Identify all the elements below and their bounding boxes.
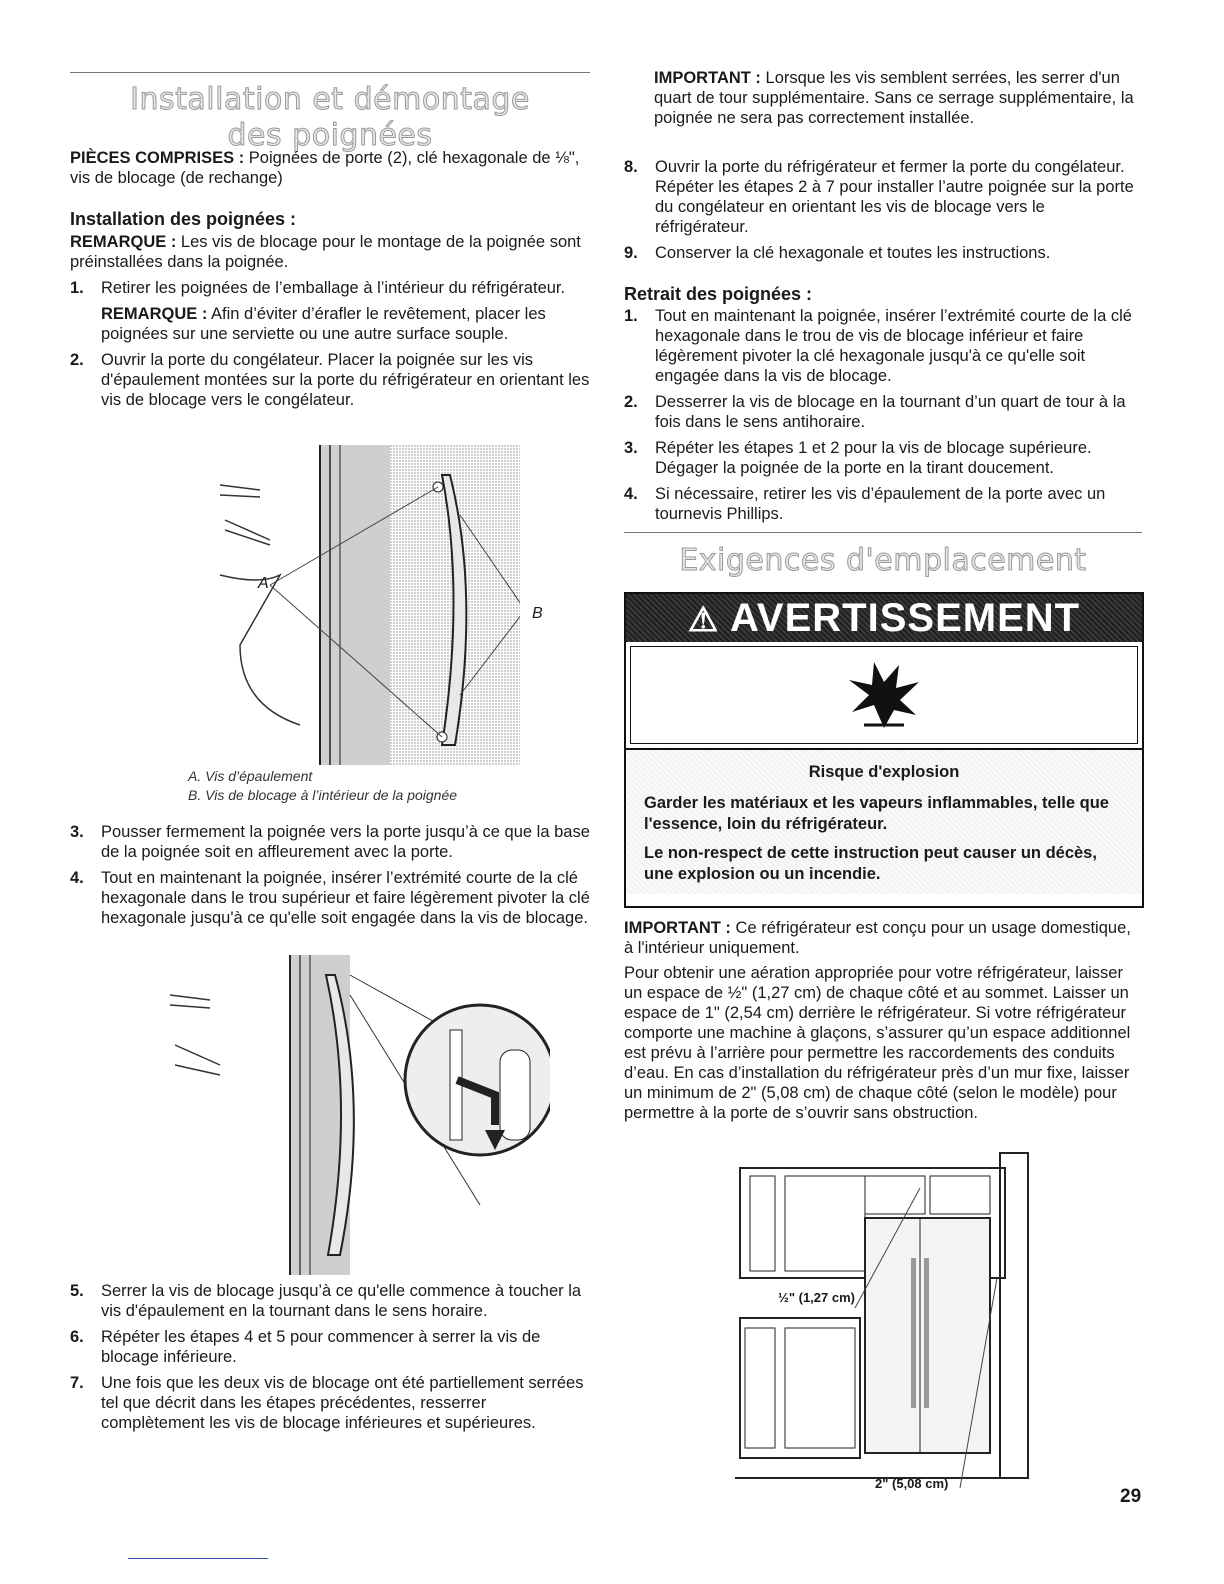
list-item: 9. Conserver la clé hexagonale et toutes les instructions. — [624, 244, 1051, 262]
page-number: 29 — [1120, 1486, 1142, 1507]
section-title-location: Exigences d'emplacement — [679, 543, 1087, 578]
list-item: 2. Ouvrir la porte du congélateur. Placer la poignée sur les vis d'épaulement montées sur la porte du réfrigérateur en orientant les vis de blocage vers le congélateur. — [70, 351, 590, 409]
hex-key-illustration — [150, 955, 550, 1275]
pieces-paragraph: PIÈCES COMPRISES : Poignées de porte (2), clé hexagonale de ⅛", vis de blocage (de rechange) — [70, 149, 580, 187]
warning-icon-panel — [630, 646, 1138, 744]
pieces-label: PIÈCES COMPRISES : — [70, 149, 245, 167]
dimension-label-two-inch: 2" (5,08 cm) — [875, 1476, 949, 1491]
list-item: 3. Pousser fermement la poignée vers la porte jusqu’à ce que la base de la poignée soit en affleurement avec la porte. — [70, 823, 590, 861]
list-item: 2. Desserrer la vis de blocage en la tournant d’un quart de tour à la fois dans le sens antihoraire. — [624, 393, 1126, 431]
section-rule — [624, 532, 1142, 533]
list-item: 8. Ouvrir la porte du réfrigérateur et fermer la porte du congélateur. Répéter les étapes 2 à 7 pour installer l’autre poignée sur la porte du congélateur en orientant les vis de blocage vers le réfrigérateur. — [624, 158, 1134, 236]
refrigerator-clearance-diagram — [735, 1148, 1035, 1498]
install-steps-5-7 — [70, 1281, 590, 1439]
footer-rule — [128, 1558, 268, 1559]
warning-box — [624, 592, 1144, 908]
warning-triangle-icon: ⚠ — [687, 601, 720, 639]
fig1-label-a: A — [258, 575, 269, 592]
install-note: REMARQUE : Les vis de blocage pour le montage de la poignée sont préinstallées dans la poignée. — [70, 233, 581, 271]
list-item: 5. Serrer la vis de blocage jusqu’à ce qu'elle commence à toucher la vis d'épaulement en la tournant dans le sens horaire. — [70, 1282, 582, 1320]
install-steps-1-2 — [70, 278, 590, 416]
list-item: 1. Tout en maintenant la poignée, insérer l’extrémité courte de la clé hexagonale dans le trou de vis de blocage inférieur et faire légèrement pivoter la clé hexagonale jusqu'à ce qu'elle soit engagée dans la vis de blocage. — [624, 307, 1132, 385]
dimension-label-half-inch: ½" (1,27 cm) — [778, 1290, 855, 1305]
warning-subtitle: Risque d'explosion — [808, 763, 960, 781]
warning-header: ⚠ AVERTISSEMENT — [626, 594, 1142, 642]
removal-steps — [624, 306, 1142, 530]
fig1-label-b: B — [532, 605, 543, 622]
handle-placement-illustration — [180, 445, 520, 765]
step1-note: REMARQUE : Afin d’éviter d’érafler le revêtement, placer les poignées sur une serviette ou une autre surface souple. — [101, 305, 546, 343]
list-item: 4. Si nécessaire, retirer les vis d’épaulement de la porte avec un tournevis Phillips. — [624, 485, 1106, 523]
important-paragraph-2: IMPORTANT : Ce réfrigérateur est conçu pour un usage domestique, à l'intérieur uniquement. — [624, 919, 1131, 957]
removal-heading: Retrait des poignées : — [624, 284, 813, 304]
install-heading: Installation des poignées : — [70, 209, 297, 229]
list-item: 7. Une fois que les deux vis de blocage ont été partiellement serrées tel que décrit dans les étapes précédentes, resserrer complètement les vis de blocage inférieures et supérieures. — [70, 1374, 584, 1432]
aeration-paragraph: Pour obtenir une aération appropriée pour votre réfrigérateur, laisser un espace de ½" (1,27 cm) de chaque côté et au sommet. Laisser un espace de 1" (2,54 cm) derrière le réfrigérateur. Si votre réfrigérateur comporte une machine à glaçons, s’assurer qu’un espace additionnel est prévu à l’arrière pour permettre les raccordements des conduits d’eau. En cas d’installation du réfrigérateur près d’un mur fixe, laisser un minimum de 2" (5,08 cm) de chaque côté (selon le modèle) pour permettre à la porte de s’ouvrir sans obstruction. — [624, 964, 1131, 1122]
warning-line-1: Garder les matériaux et les vapeurs inflammables, telle que l'essence, loin du réfrigérateur. — [644, 794, 1109, 833]
list-item: 6. Répéter les étapes 4 et 5 pour commencer à serrer la vis de blocage inférieure. — [70, 1328, 541, 1366]
figure-caption: A. Vis d’épaulement B. Vis de blocage à l’intérieur de la poignée — [188, 768, 458, 803]
section-title-installation: Installation et démontage des poignées — [130, 82, 530, 153]
install-steps-8-9 — [624, 157, 1142, 269]
warning-body — [626, 748, 1142, 894]
top-rule — [70, 72, 590, 73]
warning-line-2: Le non-respect de cette instruction peut causer un décès, une explosion ou un incendie. — [644, 844, 1097, 883]
list-item: 1. Retirer les poignées de l’emballage à l’intérieur du réfrigérateur. REMARQUE : Afin d’éviter d’érafler le revêtement, placer les poignées sur une serviette ou une autre surface souple. — [70, 278, 590, 344]
important-paragraph-1: IMPORTANT : Lorsque les vis semblent serrées, les serrer d'un quart de tour supplémentaire. Sans ce serrage supplémentaire, la poignée ne sera pas correctement installée. — [654, 69, 1134, 127]
install-steps-3-4 — [70, 822, 590, 934]
explosion-icon — [844, 660, 924, 730]
list-item: 4. Tout en maintenant la poignée, insérer l’extrémité courte de la clé hexagonale dans le trou supérieur et faire légèrement pivoter la clé hexagonale jusqu'à ce qu'elle soit engagée dans la vis de blocage. — [70, 869, 590, 927]
list-item: 3. Répéter les étapes 1 et 2 pour la vis de blocage supérieure. Dégager la poignée de la porte en la tirant doucement. — [624, 439, 1092, 477]
